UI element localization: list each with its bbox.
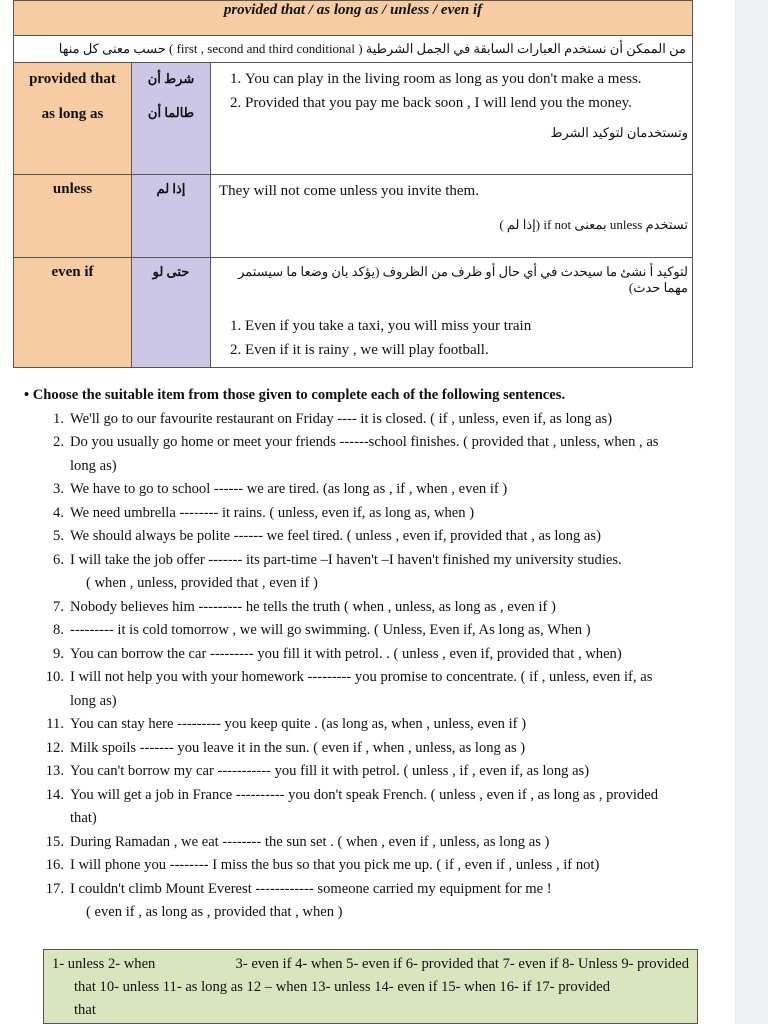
note-text: وتستخدمان لتوكيد الشرط: [550, 125, 688, 140]
question-text: [70, 737, 700, 761]
question-number: 10.: [45, 669, 64, 685]
question-number: 11.: [46, 716, 64, 732]
arabic-even-if-cell: [132, 258, 211, 368]
label-even-if: even if: [51, 264, 94, 280]
question-item: [24, 760, 700, 784]
question-number: 15.: [45, 833, 64, 850]
question-number: 9.: [53, 645, 64, 662]
answer-line-3: that: [74, 1002, 96, 1018]
question-item: [24, 784, 700, 831]
note-text: لتوكيد أ نشئ ما سيحدث في أي حال أو ظرف من الظروف (يؤكد بان وضعا ما سيستمر مهما حدث): [238, 264, 688, 295]
examples-list: [219, 67, 692, 115]
note-text: تستخدم unless بمعنى if not (إذا لم ): [499, 217, 688, 232]
question-number: 16.: [45, 857, 64, 873]
question-text: [70, 784, 700, 831]
exercise-heading: • Choose the suitable item from those given to complete each of the following sentences.: [24, 387, 566, 403]
question-item: [24, 596, 700, 620]
label-provided-that: provided that: [29, 71, 116, 87]
answer-text: 1- unless 2- when: [52, 956, 156, 972]
question-item: [24, 666, 700, 713]
question-number: 5.: [53, 528, 64, 544]
question-item: [24, 525, 700, 549]
example-item: 2. Even if it is rainy , we will play football.: [245, 338, 692, 362]
exercise-section: [24, 384, 700, 925]
question-line: Do you usually go home or meet your friends ------school finishes. ( provided that , unless, when , as: [70, 434, 659, 450]
right-scrollbar-panel: [735, 0, 768, 1024]
example-item: 1. Even if you take a taxi, you will miss your train: [245, 314, 692, 338]
examples-even-if: [211, 258, 693, 368]
question-line: During Ramadan , we eat -------- the sun set . ( when , even if , unless, as long as ): [70, 833, 550, 850]
question-options: ( even if , as long as , provided that , when ): [86, 904, 343, 920]
question-number: 3.: [53, 481, 64, 497]
question-number: 14.: [45, 786, 64, 803]
question-list: [24, 408, 700, 925]
question-line: You can borrow the car --------- you fill it with petrol. . ( unless , even if, provided that , when): [70, 645, 622, 662]
question-text: [70, 831, 700, 855]
intro-note: [14, 36, 693, 63]
question-line: We have to go to school ------ we are tired. (as long as , if , when , even if ): [70, 481, 508, 497]
question-options: ( when , unless, provided that , even if ): [86, 575, 318, 591]
question-line: I will take the job offer ------- its part-time –I haven't –I haven't finished my university studies.: [70, 551, 622, 568]
question-number: 8.: [53, 622, 64, 638]
question-line: We'll go to our favourite restaurant on Friday ---- it is closed. ( if , unless, even if, as long as): [70, 410, 613, 427]
question-line: that): [70, 810, 97, 826]
examples-unless: [211, 175, 693, 258]
question-number: 13.: [45, 763, 64, 779]
table-title: [14, 1, 693, 36]
question-number: 17.: [45, 880, 64, 897]
arabic-itha-lam: إذا لم: [156, 181, 186, 196]
question-text: [70, 643, 700, 667]
question-text: [70, 525, 700, 549]
question-line: I will phone you -------- I miss the bus so that you pick me up. ( if , even if , unless , if not): [70, 857, 600, 873]
question-item: [24, 643, 700, 667]
question-line: long as): [70, 692, 117, 709]
question-item: [24, 431, 700, 478]
label-as-long-as: as long as: [41, 106, 104, 122]
label-even-if-cell: [14, 258, 132, 368]
question-item: [24, 737, 700, 761]
answer-line-2: that 10- unless 11- as long as 12 – when 13- unless 14- even if 15- when 16- if 17- provided: [74, 979, 611, 995]
grammar-table: [13, 0, 693, 368]
question-item: [24, 619, 700, 643]
exercise-heading-text: Choose the suitable item from those given to complete each of the following sentences.: [32, 387, 566, 403]
question-line: I will not help you with your homework --------- you promise to concentrate. ( if , unless, even if, as: [70, 669, 653, 685]
question-text: [70, 431, 700, 478]
question-line: I couldn't climb Mount Everest ------------ someone carried my equipment for me !: [70, 880, 552, 897]
example-item: They will not come unless you invite them.: [219, 183, 479, 199]
question-text: [70, 878, 700, 902]
question-item: [24, 878, 700, 902]
table-title-text: provided that / as long as / unless / even if: [223, 1, 483, 18]
question-text: [70, 666, 700, 713]
arabic-shart-an: شرط أن: [147, 71, 195, 86]
question-text: [70, 478, 700, 502]
arabic-talama-an: طالما أن: [147, 105, 195, 120]
question-line: long as): [70, 457, 117, 474]
examples-provided-as-long: [211, 63, 693, 175]
question-text: [70, 596, 700, 620]
label-provided-as-long: [14, 63, 132, 175]
examples-list: [219, 314, 692, 362]
question-number: 6.: [53, 551, 64, 568]
question-item: [24, 713, 700, 737]
answer-key-box: [43, 949, 698, 1024]
question-number: 4.: [53, 504, 64, 521]
arabic-provided-as-long: [132, 63, 211, 175]
question-number: 1.: [53, 410, 64, 427]
example-item: 2. Provided that you pay me back soon , I will lend you the money.: [245, 91, 692, 115]
question-item: [24, 854, 700, 878]
question-text: [70, 760, 700, 784]
question-line: You will get a job in France ---------- you don't speak French. ( unless , even if , as long as , provided: [70, 786, 659, 803]
example-item: 1. You can play in the living room as long as you don't make a mess.: [245, 67, 692, 91]
question-number: 2.: [53, 434, 64, 450]
question-line: You can't borrow my car ----------- you fill it with petrol. ( unless , if , even if, as long as): [70, 763, 590, 779]
question-text: [70, 502, 700, 526]
question-item: [24, 549, 700, 573]
question-text: [70, 408, 700, 432]
answer-line-1: [52, 953, 689, 976]
intro-text: من الممكن أن نستخدم العبارات السابقة في الجمل الشرطية ( first , second and third conditional ) حسب معنى كل منها: [58, 41, 686, 56]
question-text: [70, 854, 700, 878]
question-item: [24, 502, 700, 526]
question-text: [70, 619, 700, 643]
question-item: [24, 408, 700, 432]
arabic-unless-cell: [132, 175, 211, 258]
question-text: [70, 549, 700, 573]
question-line: Nobody believes him --------- he tells the truth ( when , unless, as long as , even if ): [70, 598, 556, 615]
question-line: You can stay here --------- you keep quite . (as long as, when , unless, even if ): [70, 716, 527, 732]
question-item: [24, 478, 700, 502]
question-line: We should always be polite ------ we feel tired. ( unless , even if, provided that , as long as): [70, 528, 601, 544]
answer-text: 3- even if 4- when 5- even if 6- provided that 7- even if 8- Unless 9- provided: [235, 956, 689, 972]
question-item: [24, 831, 700, 855]
question-number: 12.: [45, 739, 64, 756]
label-unless: unless: [52, 181, 93, 197]
question-line: We need umbrella -------- it rains. ( unless, even if, as long as, when ): [70, 504, 475, 521]
question-line: --------- it is cold tomorrow , we will go swimming. ( Unless, Even if, As long as, When ): [70, 622, 591, 638]
question-number: 7.: [53, 598, 64, 615]
arabic-hatta-law: حتى لو: [152, 264, 190, 279]
question-line: Milk spoils ------- you leave it in the sun. ( even if , when , unless, as long as ): [70, 739, 526, 756]
question-text: [70, 713, 700, 737]
label-unless-cell: [14, 175, 132, 258]
